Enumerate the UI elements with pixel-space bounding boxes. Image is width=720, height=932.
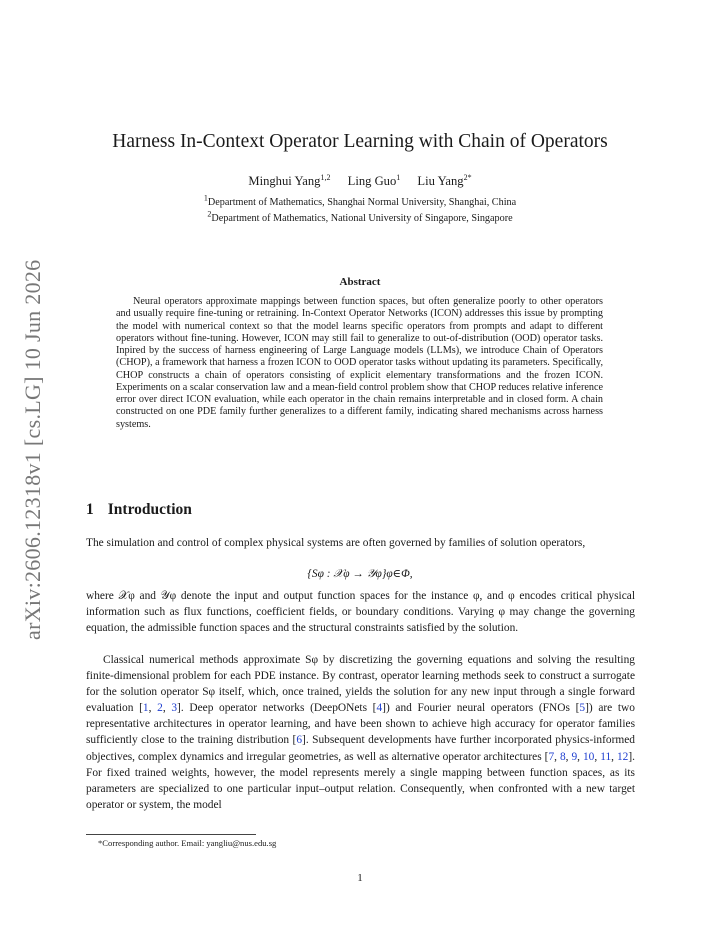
- paragraph: Classical numerical methods approximate Sφ by discretizing the governing equations and solving the resulting finite-dimensional problem for each PDE instance. By contrast, operator learning methods seek to construct a surrogate for the solution operator Sφ itself, which, once trained, yields the solution for any new input through a single forward evaluation [1, 2, 3]. Deep operator networks (DeepONets [4]) and Fourier neural operators (FNOs [5]) are two representative architectures in operator learning, and have been shown to achieve high accuracy for operator families sufficiently close to the training distribution [6]. Subsequent developments have further incorporated physics-informed objectives, complex dynamics and irregular geometries, as well as alternative operator architectures [7, 8, 9, 10, 11, 12]. For fixed trained weights, however, the model represents merely a single mapping between function spaces, as its parameters are specialized to one particular input–output relation. Consequently, when confronted with a new target operator or system, the model: [86, 654, 636, 811]
- citation-link[interactable]: 1: [142, 702, 149, 715]
- citation-link[interactable]: 9: [571, 750, 578, 763]
- citation-link[interactable]: 10: [582, 750, 595, 763]
- affiliation: $^2$Department of Mathematics, National University of Singapore, Singapore: [207, 209, 513, 224]
- paragraph: The simulation and control of complex physical systems are often governed by families of solution operators,: [86, 537, 586, 549]
- citation-link[interactable]: 12: [616, 750, 629, 763]
- section-heading: 1 Introduction: [86, 501, 192, 518]
- author-list: [0, 174, 720, 189]
- footnote-divider: [86, 834, 256, 835]
- affiliation: $^1$Department of Mathematics, Shanghai Normal University, Shanghai, China: [203, 193, 517, 208]
- citation-link[interactable]: 4: [376, 702, 383, 715]
- author: Ling Guo$^1$: [347, 172, 401, 188]
- paragraph: where 𝒳φ and 𝒴φ denote the input and output function spaces for the instance φ, and φ encodes critical physical information such as flux functions, coefficient fields, or boundary conditions. Varying φ may change the governing equation, the admissible function spaces and the structural constraints satisfied by the solution.: [86, 590, 635, 635]
- paper-title: Harness In-Context Operator Learning with Chain of Operators: [112, 131, 608, 152]
- author: Minghui Yang$^{1,2}$: [248, 172, 331, 188]
- citation-link[interactable]: 5: [579, 702, 586, 715]
- page-number: 1: [357, 872, 363, 884]
- footnote: *Corresponding author. Email: yangliu@nus.edu.sg: [98, 838, 277, 848]
- citation-link[interactable]: 2: [157, 702, 163, 715]
- citation-link[interactable]: 6: [296, 734, 303, 747]
- citation-link[interactable]: 3: [171, 702, 178, 715]
- abstract-text: Neural operators approximate mappings between function spaces, but often generalize poorly to other operators and usually require fine-tuning or retraining. In-Context Operator Networks (ICON) addresses this issue by prompting the model with numerical context so that the model learns specific operators from prompts and adapt to different operators without fine-tuning. However, ICON may still fail to generalize to out-of-distribution (OOD) operator tasks. Inpired by the success of harness engineering of Large Language models (LLMs), we introduce Chain of Operators (CHOP), a framework that harness a frozen ICON to OOD operator tasks without updating its parameters. Specifically, CHOP constructs a chain of operators consisting of explicit elementary transformations and the frozen ICON. Experiments on a scalar conservation law and a mean-field control problem show that CHOP reduces relative inference error over direct ICON evaluation, while each operator in the chain remains interpretable and in closed form. A chain constructed on one PDE family further generalizes to a different family, indicating shared mechanisms across harness systems.: [116, 296, 603, 430]
- equation: {Sφ : 𝒳φ → 𝒴φ}φ∈Φ,: [307, 568, 413, 580]
- arxiv-identifier: arXiv:2606.12318v1 [cs.LG] 10 Jun 2026: [20, 259, 45, 640]
- citation-link[interactable]: 11: [600, 750, 612, 763]
- citation-link[interactable]: 8: [559, 750, 566, 763]
- author: Liu Yang$^{2*}$: [417, 172, 472, 188]
- abstract-heading: Abstract: [339, 276, 381, 288]
- citation-link[interactable]: 7: [548, 750, 555, 763]
